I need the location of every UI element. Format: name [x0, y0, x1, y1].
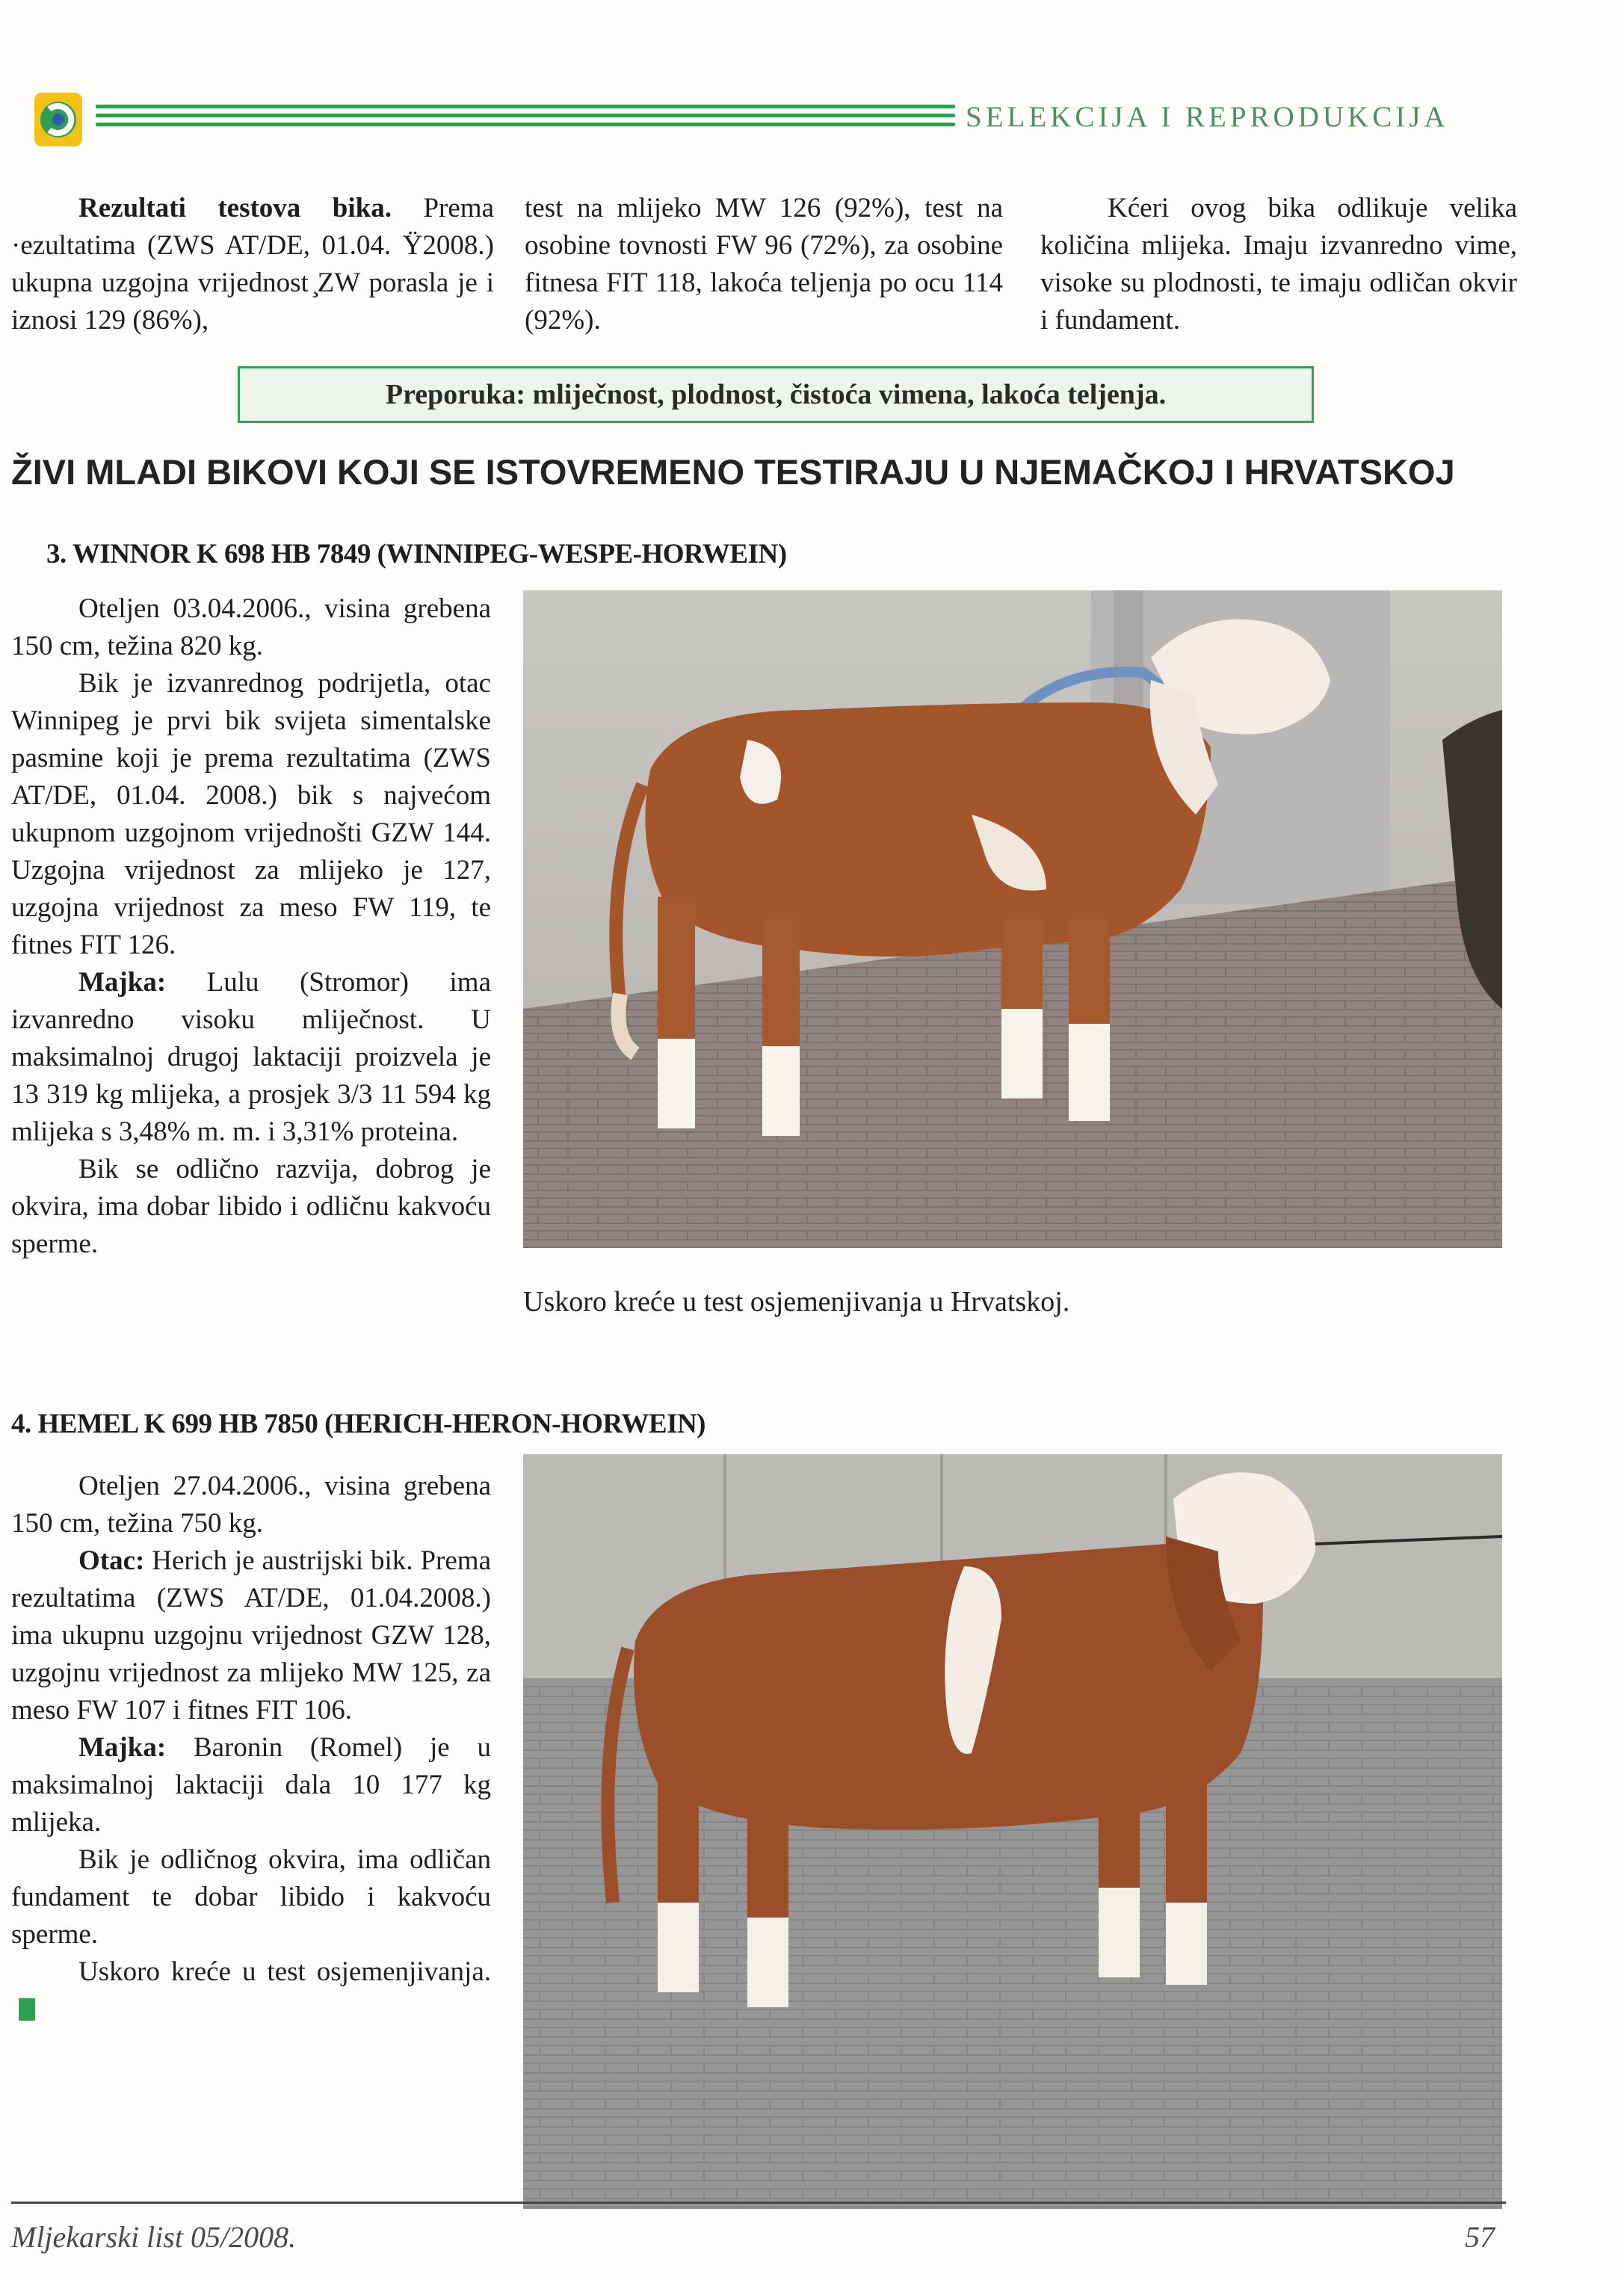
- bull-2-mother: Baronin (Romel) je u maksimalnoj laktaciji dala 10 177 kg mlijeka.: [11, 1732, 491, 1838]
- bull-2-testing: Uskoro kreće u test osjemenjivanja.: [78, 1956, 491, 1987]
- bull-1-mother-label: Majka:: [78, 967, 167, 998]
- column-1-text: [11, 190, 494, 339]
- bull-2-photo: [523, 1454, 1502, 2209]
- bull-1-pedigree: Bik je izvanrednog podrijetla, otac Winnipeg je prvi bik svijeta simentalske pasmine koji je prema rezultatima (ZWS AT/DE, 01.04. 2008.) bik s najvećom ukupnom uzgojnom vrijednošti GZW 144. Uzgojna vrijednost za mlijeko je 127, uzgojna vrijednost za meso FW 119, te fitnes FIT 126.: [11, 668, 491, 960]
- recommendation-box: [238, 366, 1314, 423]
- bull-2-father-label: Otac:: [78, 1545, 145, 1576]
- bull-1-mother: Lulu (Stromor) ima izvanredno visoku mliječnost. U maksimalnoj drugoj laktaciji proizvela je 13 319 kg mlijeka, a prosjek 3/3 11 594 kg mlijeka s 3,48% m. m. i 3,31% proteina.: [11, 967, 491, 1147]
- publication-info: Mljekarski list 05/2008.: [11, 2220, 297, 2254]
- page-number: 57: [1465, 2220, 1495, 2254]
- bull-1-caption: Uskoro kreće u test osjemenjivanja u Hrvatskoj.: [523, 1286, 1070, 1317]
- bull-1-birth: Oteljen 03.04.2006., visina grebena 150 cm, težina 820 kg.: [11, 593, 491, 661]
- column-3-text: [1040, 190, 1517, 339]
- recommendation-text: Preporuka: mliječnost, plodnost, čistoća vimena, lakoća teljenja.: [385, 379, 1167, 410]
- footer-rule: [11, 2202, 1506, 2204]
- bull-2-mother-label: Majka:: [78, 1732, 167, 1763]
- bull-1-description: [11, 590, 491, 1263]
- results-lead: Rezultati testova bika.: [78, 193, 392, 223]
- article-end-mark: [19, 1998, 35, 2021]
- section-heading: SELEKCIJA I REPRODUKCIJA: [966, 101, 1449, 133]
- column-2-text: [525, 190, 1003, 339]
- bull-1-title: 3. WINNOR K 698 HB 7849 (WINNIPEG-WESPE-HORWEIN): [46, 539, 787, 569]
- bull-2-description: [11, 1468, 491, 2028]
- bull-1-development: Bik se odlično razvija, dobrog je okvira, ima dobar libido i odličnu kakvoću sperme.: [11, 1154, 491, 1259]
- bull-2-birth: Oteljen 27.04.2006., visina grebena 150 cm, težina 750 kg.: [11, 1471, 491, 1539]
- bull-1-photo: [523, 590, 1502, 1248]
- bull-2-title: 4. HEMEL K 699 HB 7850 (HERICH-HERON-HORWEIN): [11, 1409, 706, 1439]
- column-2-paragraph: test na mlijeko MW 126 (92%), test na osobine tovnosti FW 96 (72%), za osobine fitnesa FIT 118, lakoća teljenja po ocu 114 (92%).: [525, 193, 1003, 336]
- magazine-logo: [33, 91, 84, 148]
- column-3-paragraph: Kćeri ovog bika odlikuje velika količina mlijeka. Imaju izvanredno vime, visoke su plodnosti, te imaju odličan okvir i fundament.: [1040, 193, 1517, 336]
- bull-2-development: Bik je odličnog okvira, ima odličan fundament te dobar libido i kakvoću sperme.: [11, 1844, 491, 1950]
- article-section-title: ŽIVI MLADI BIKOVI KOJI SE ISTOVREMENO TESTIRAJU U NJEMAČKOJ I HRVATSKOJ: [11, 452, 1455, 492]
- bull-2-father: Herich je austrijski bik. Prema rezultatima (ZWS AT/DE, 01.04.2008.) ima ukupnu uzgojnu vrijednost GZW 128, uzgojnu vrijednost za mlijeko MW 125, za meso FW 107 i fitnes FIT 106.: [11, 1545, 491, 1726]
- header-rule: [96, 105, 955, 132]
- results-body: Prema ·ezultatima (ZWS AT/DE, 01.04. Ÿ2008.) ukupna uzgojna vrijednost ̧ZW porasla je i iznosi 129 (86%),: [11, 193, 494, 336]
